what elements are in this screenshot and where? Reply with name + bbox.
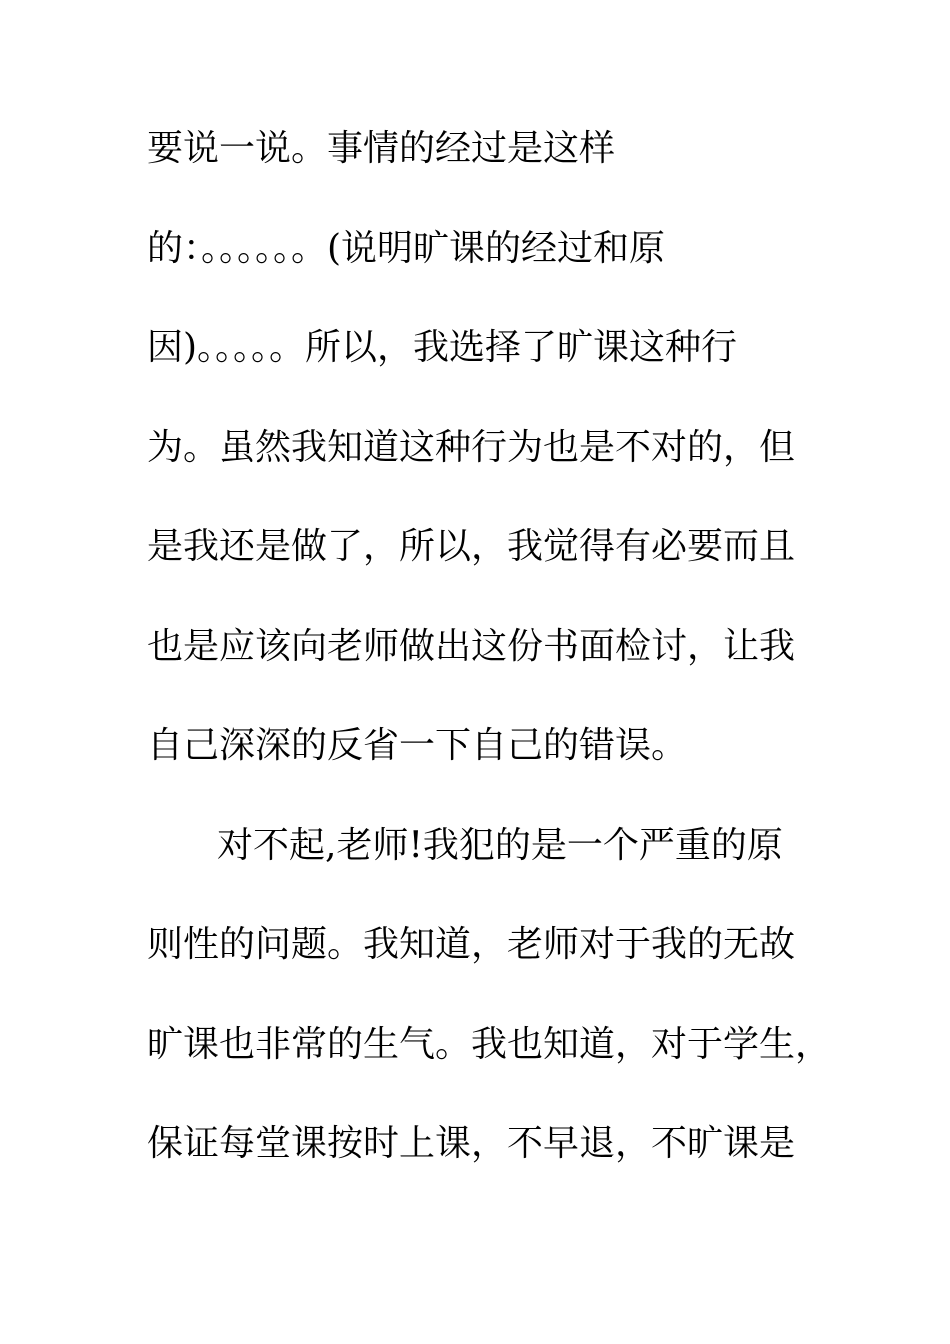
text-line: 旷课也非常的生气。我也知道，对于学生， [147, 1023, 832, 1065]
text-line: 要说一说。事情的经过是这样 [147, 128, 616, 169]
paragraph-start-line: 对不起,老师!我犯的是一个严重的原 [217, 824, 783, 866]
text-line: 则性的问题。我知道，老师对于我的无故 [147, 924, 796, 965]
text-line: 也是应该向老师做出这份书面检讨，让我 [147, 625, 796, 667]
text-line: 为。虽然我知道这种行为也是不对的，但 [147, 426, 796, 468]
text-line: 自己深深的反省一下自己的错误。 [147, 725, 688, 766]
text-line: 因)。。。。。所以，我选择了旷课这种行 [147, 327, 738, 368]
text-line: 保证每堂课按时上课，不早退，不旷课是 [147, 1123, 796, 1164]
body-text [147, 124, 832, 1219]
text-line: 的：。。。。。。(说明旷课的经过和原 [147, 227, 666, 269]
text-line: 是我还是做了，所以，我觉得有必要而且 [147, 526, 796, 567]
